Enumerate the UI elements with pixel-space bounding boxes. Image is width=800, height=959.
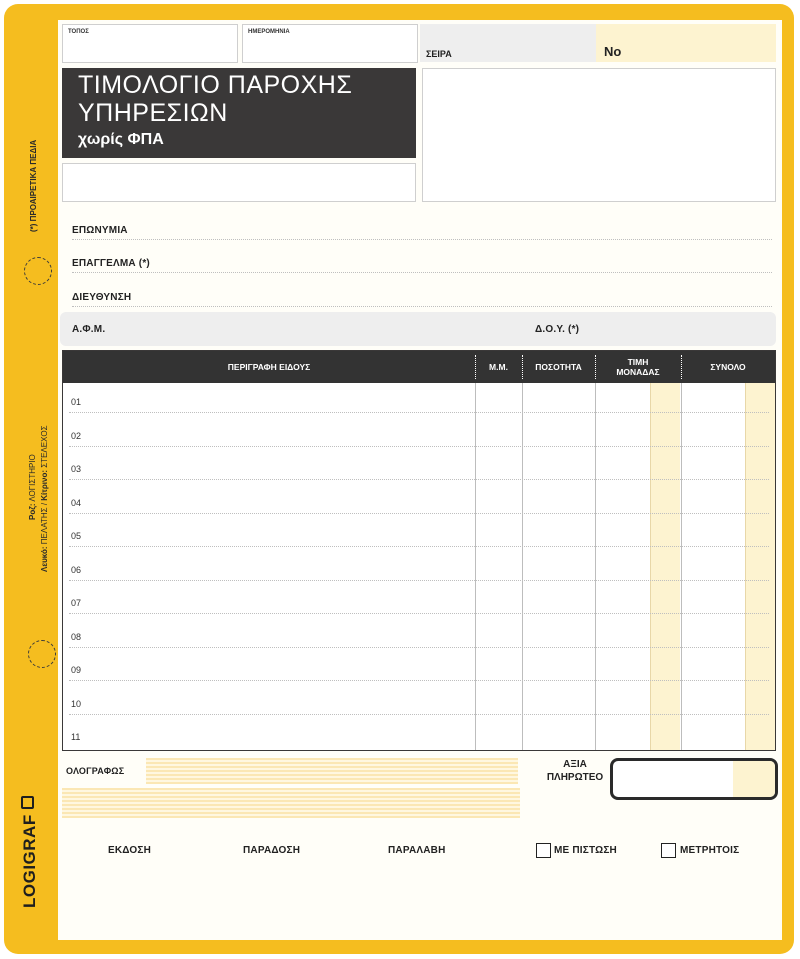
invoice-sheet: [58, 20, 782, 940]
in-words-field[interactable]: [146, 758, 518, 784]
tax-office-label[interactable]: Δ.Ο.Υ. (*): [535, 324, 580, 335]
copy-pink-note: [28, 454, 37, 520]
row-number: 02: [71, 430, 82, 441]
col-unit-header: Μ.Μ.: [489, 362, 508, 372]
number-label: Νο: [604, 44, 622, 59]
table-row[interactable]: [69, 546, 769, 547]
in-words-field-2[interactable]: [62, 788, 520, 818]
table-row[interactable]: [69, 714, 769, 715]
brand-mark-icon: [21, 796, 34, 809]
copy-white-value: ΠΕΛΑΤΗΣ: [40, 507, 49, 545]
customer-name-label: ΕΠΩΝΥΜΙΑ: [72, 225, 128, 236]
header-divider: [522, 355, 523, 379]
header-divider: [595, 355, 596, 379]
row-number: 05: [71, 531, 82, 541]
place-label: ΤΟΠΟΣ: [68, 29, 89, 35]
cash-checkbox[interactable]: [661, 843, 676, 858]
table-row[interactable]: [69, 513, 769, 514]
column-line: [522, 383, 523, 750]
profession-line[interactable]: [72, 272, 772, 273]
credit-label: ΜΕ ΠΙΣΤΩΣΗ: [554, 845, 617, 856]
punch-hole-top: [24, 257, 52, 285]
decimal-line: [745, 383, 746, 750]
optional-fields-note: (*) ΠΡΟΑΙΡΕΤΙΚΑ ΠΕΔΙΑ: [29, 139, 38, 232]
receipt-signature-label: ΠΑΡΑΛΑΒΗ: [388, 845, 446, 856]
column-line: [475, 383, 476, 750]
col-description-header: ΠΕΡΙΓΡΑΦΗ ΕΙΔΟΥΣ: [227, 362, 311, 372]
header-divider: [681, 355, 682, 379]
series-field[interactable]: [420, 24, 596, 62]
col-quantity-header: ΠΟΣΟΤΗΤΑ: [535, 362, 582, 372]
amount-due-label-line2: ΠΛΗΡΩΤΕΟ: [546, 772, 604, 783]
table-row[interactable]: [69, 613, 769, 614]
series-label: ΣΕΙΡΑ: [426, 49, 452, 59]
unit-price-decimals-tint: [650, 383, 680, 750]
table-row[interactable]: [69, 580, 769, 581]
row-number: 03: [71, 464, 82, 474]
brand-logo: [20, 796, 40, 908]
row-number: 09: [71, 665, 82, 675]
table-row[interactable]: [69, 647, 769, 648]
date-label: ΗΜΕΡΟΜΗΝΙΑ: [248, 29, 290, 35]
copy-pink-label: Ροζ:: [28, 503, 37, 520]
header-divider: [475, 355, 476, 379]
tax-row: [60, 312, 776, 346]
cash-label: ΜΕΤΡΗΤΟΙΣ: [680, 845, 740, 856]
col-total-header: ΣΥΝΟΛΟ: [710, 362, 746, 372]
total-decimals-tint: [745, 383, 775, 750]
table-row[interactable]: [69, 412, 769, 413]
row-number: 06: [71, 564, 82, 575]
decimal-line: [650, 383, 651, 750]
credit-checkbox[interactable]: [536, 843, 551, 858]
amount-due-label-line1: ΑΞΙΑ: [563, 759, 587, 770]
title-line-3: χωρίς ΦΠΑ: [78, 131, 164, 148]
row-number: 04: [71, 497, 82, 508]
number-field[interactable]: [596, 24, 776, 62]
amount-due-field[interactable]: [610, 758, 778, 800]
column-line: [681, 383, 682, 750]
column-line: [595, 383, 596, 750]
title-line-1: ΤΙΜΟΛΟΓΙΟ ΠΑΡΟΧΗΣ: [78, 71, 353, 99]
copy-white-label: Λευκό:: [40, 546, 49, 572]
issuer-extra-field[interactable]: [62, 163, 416, 202]
delivery-signature-label: ΠΑΡΑΔΟΣΗ: [243, 845, 301, 856]
copy-pink-value: ΛΟΓΙΣΤΗΡΙΟ: [28, 454, 37, 502]
table-row[interactable]: [69, 479, 769, 480]
in-words-label: ΟΛΟΓΡΑΦΩΣ: [66, 766, 125, 776]
title-line-2: ΥΠΗΡΕΣΙΩΝ: [78, 99, 228, 127]
col-unit-price-header: ΤΙΜΗ ΜΟΝΑΔΑΣ: [616, 357, 660, 377]
row-number: 11: [71, 732, 81, 742]
address-label: ΔΙΕΥΘΥΝΣΗ: [72, 292, 132, 303]
copy-yellow-value: ΣΤΕΛΕΧΟΣ: [40, 425, 49, 468]
profession-label: ΕΠΑΓΓΕΛΜΑ (*): [72, 258, 150, 269]
issue-signature-label: ΕΚΔΟΣΗ: [108, 845, 152, 856]
tax-id-label[interactable]: Α.Φ.Μ.: [72, 324, 106, 335]
table-row[interactable]: [69, 446, 769, 447]
row-number: 08: [71, 631, 82, 642]
issuer-details-box[interactable]: [422, 68, 776, 202]
items-table: [62, 350, 776, 751]
table-row[interactable]: [69, 680, 769, 681]
place-field[interactable]: [62, 24, 238, 63]
copy-white-yellow-note: Λευκό: ΠΕΛΑΤΗΣ / Κίτρινο: ΣΤΕΛΕΧΟΣ: [40, 425, 49, 572]
brand-text: LOGIGRAF: [20, 814, 39, 908]
amount-due-decimals: [733, 761, 775, 797]
customer-name-line[interactable]: [72, 239, 772, 240]
amount-due-label: [546, 758, 604, 784]
punch-hole-bottom: [28, 640, 56, 668]
address-line[interactable]: [72, 306, 772, 307]
row-number: 10: [71, 698, 82, 709]
row-number: 01: [71, 397, 82, 407]
title-block: [62, 68, 416, 158]
copy-yellow-label: Κίτρινο:: [40, 469, 49, 501]
row-number: 07: [71, 598, 82, 608]
date-field[interactable]: [242, 24, 418, 63]
